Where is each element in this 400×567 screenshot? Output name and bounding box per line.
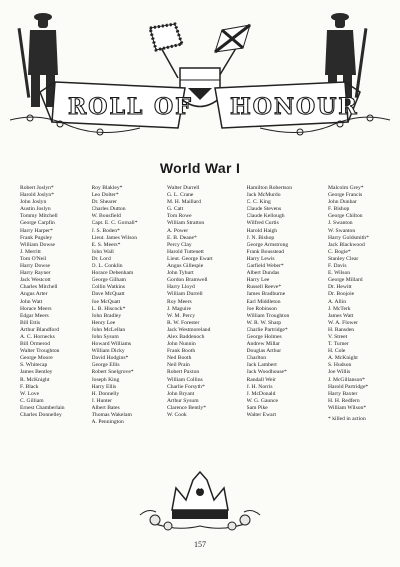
name-entry: L. B. Hiscock*: [91, 305, 126, 312]
name-entry: Harold Tuttenett: [167, 248, 204, 255]
name-entry: Jack Westmoreland: [167, 326, 211, 333]
name-entry: Joe McQuatt: [91, 298, 121, 305]
name-entry: David Hodgins*: [91, 355, 129, 362]
name-entry: Dave McQuatt: [91, 291, 125, 298]
name-entry: Claude Kellough: [246, 213, 285, 220]
name-entry: Joseph King: [91, 376, 120, 383]
name-entry: Russell Reeve*: [246, 284, 282, 291]
name-entry: Ernest Chamberlain: [20, 404, 65, 411]
name-entry: George Holmes: [246, 333, 282, 340]
name-entry: George Ellis: [91, 362, 120, 369]
name-entry: John Bryant: [167, 390, 195, 397]
name-entry: Charles Dutton: [91, 206, 126, 213]
name-entry: S. Whitecap: [20, 362, 48, 369]
name-entry: Albert Bates: [91, 404, 120, 411]
name-entry: Sam Pike: [246, 404, 268, 411]
name-entry: William Durrell: [167, 291, 203, 298]
name-entry: Harold Haigh: [246, 227, 278, 234]
name-entry: Ned Booth: [167, 355, 192, 362]
name-entry: Harry Dowse: [20, 263, 50, 270]
name-entry: W. Bousfield: [91, 213, 121, 220]
name-entry: George Carpfin: [20, 220, 55, 227]
name-entry: Jack Blackwood: [328, 241, 365, 248]
name-entry: Tom O'Neil: [20, 255, 47, 262]
name-entry: C. Bogie*: [328, 248, 351, 255]
names-list: [20, 185, 392, 475]
name-entry: J. Hunter: [91, 397, 113, 404]
name-entry: Charles Mitchell: [20, 284, 58, 291]
name-entry: H. Donnelly: [91, 390, 120, 397]
name-entry: Robert Joslyn*: [20, 185, 54, 191]
name-entry: Hamilton Robertson: [246, 185, 293, 191]
name-entry: Wilfred Curtis: [246, 220, 279, 227]
name-entry: Howard Williams: [91, 341, 132, 348]
name-entry: John Watt: [20, 298, 43, 305]
name-entry: Clarence Bently*: [167, 404, 206, 411]
name-entry: W. Cook: [167, 412, 187, 418]
name-entry: F. Black: [20, 383, 39, 390]
name-entry: Arthur Sysum: [167, 397, 199, 404]
banner-left-text: ROLL OF: [68, 94, 193, 120]
name-entry: J. Maguire: [167, 305, 191, 312]
name-entry: Lieut. James Wilson: [91, 234, 138, 241]
name-entry: Angus Arter: [20, 291, 48, 298]
name-entry: C. C. King: [246, 199, 271, 206]
name-entry: John Tyhurt: [167, 270, 194, 277]
name-entry: James Bentley: [20, 369, 53, 376]
name-entry: J. H. Norris: [246, 383, 273, 390]
name-entry: Dr. Hewitt: [328, 284, 352, 291]
name-entry: Alex Baddenoch: [167, 333, 205, 340]
name-entry: George Moore: [20, 355, 53, 362]
name-entry: R. W. Forester: [167, 319, 200, 326]
name-entry: Angus Gillespie: [167, 263, 204, 270]
name-entry: H. Cole: [328, 348, 346, 355]
name-entry: W. R. W. Sharp: [246, 319, 282, 326]
name-entry: F. Bishop: [328, 206, 350, 213]
name-entry: Tommy Mitchell: [20, 213, 58, 220]
name-entry: Robert Paxton: [167, 369, 200, 376]
name-entry: George Chilton: [328, 213, 363, 220]
name-entry: W. Swanton: [328, 227, 356, 234]
names-column-5: [328, 185, 392, 475]
name-entry: Dr. Shearer: [91, 199, 117, 206]
name-entry: J. McTerk: [328, 305, 351, 312]
name-entry: Walter Troughton: [20, 348, 60, 355]
name-entry: William Wilson*: [328, 404, 367, 411]
name-entry: John McLellan: [91, 326, 126, 333]
name-entry: W. G. Gaunce: [246, 397, 278, 404]
name-entry: Joe Robinson: [246, 305, 277, 312]
name-entry: George Francis: [328, 192, 363, 199]
name-entry: Harry Goldsmith*: [328, 234, 369, 241]
name-entry: Jack Westcott: [20, 277, 51, 284]
banner-right-text: HONOUR: [230, 94, 359, 120]
name-entry: Collin Watkins: [91, 284, 125, 291]
left-soldier-illustration: [18, 13, 58, 107]
name-entry: C. Gilliam: [20, 397, 44, 404]
name-entry: Harry Baxter: [328, 390, 358, 397]
name-entry: E. B. Deane*: [167, 234, 197, 241]
crown-icon: [172, 472, 228, 519]
name-entry: Garfield Weber*: [246, 263, 284, 270]
name-entry: William Troughton: [246, 312, 290, 319]
name-entry: Harold Partridge*: [328, 383, 369, 390]
name-entry: J. Swanton: [328, 220, 353, 227]
name-entry: Arthur Blandford: [20, 326, 59, 333]
name-entry: Charlie Partridge*: [246, 326, 288, 333]
name-entry: George Gilham: [91, 277, 127, 284]
left-banner: [40, 82, 193, 128]
name-entry: J. S. Boden*: [91, 227, 120, 234]
name-entry: Horace Meers: [20, 305, 52, 312]
name-entry: John Wall: [91, 248, 114, 255]
name-entry: J. McGillanson*: [328, 376, 365, 383]
names-column-4: [247, 185, 317, 475]
name-entry: Neil Prain: [167, 362, 190, 369]
name-entry: A. McKnight: [328, 355, 358, 362]
name-entry: Jack McMurdo: [246, 192, 281, 199]
name-entry: H. H. Redfern: [328, 397, 360, 404]
name-entry: Leo Dolter*: [91, 192, 119, 199]
name-entry: Percy Clay: [167, 241, 192, 248]
names-column-2: [92, 185, 156, 475]
name-entry: William Dicky: [91, 348, 125, 355]
name-entry: J. McDonald: [246, 390, 276, 397]
page-title: World War I: [159, 160, 241, 176]
name-entry: E. S. Meers*: [91, 241, 121, 248]
name-entry: O. L. Conklin: [91, 263, 123, 270]
name-entry: Walter Durrell: [167, 185, 200, 191]
name-entry: E. Wilson: [328, 270, 351, 277]
name-entry: W. M. Percy: [167, 312, 196, 319]
name-entry: Jack Lambert: [246, 362, 277, 369]
name-entry: Robert Snelgrove*: [91, 369, 134, 376]
name-entry: Dr. Lord: [91, 255, 111, 262]
footnote: * killed in action: [328, 416, 366, 422]
name-entry: A. Power: [167, 227, 189, 234]
page-number: 157: [194, 540, 206, 549]
name-entry: William Stratton: [167, 220, 205, 227]
name-entry: Tom Rowe: [167, 213, 192, 220]
name-entry: F. Davis: [328, 263, 347, 270]
name-entry: Bill Ormerod: [20, 341, 50, 348]
name-entry: Joe Willis: [328, 369, 351, 376]
name-entry: Frank Booth: [167, 348, 196, 355]
name-entry: Stanley Clear: [328, 255, 359, 262]
name-entry: Roy Meers: [167, 298, 192, 305]
roll-of-honour-header: [0, 0, 400, 150]
name-entry: James Watt: [328, 312, 354, 319]
name-entry: A. Pennington: [91, 419, 124, 426]
name-entry: H. Ransden: [328, 326, 355, 333]
name-entry: G. Catt: [167, 206, 184, 213]
name-entry: Edgar Meers: [20, 312, 49, 319]
name-entry: V. Street: [328, 333, 348, 340]
name-entry: Bill Ettis: [20, 319, 41, 326]
name-entry: S. Hudson: [328, 362, 352, 369]
name-entry: Harry Ellis: [91, 383, 117, 390]
name-entry: Gordon Bramwell: [167, 277, 208, 284]
name-entry: Charles Donnelley: [20, 412, 62, 418]
name-entry: John Dunbar: [328, 199, 357, 206]
name-entry: Malcolm Grey*: [328, 185, 364, 191]
name-entry: Harry Rayner: [20, 270, 51, 277]
names-column-3: [167, 185, 235, 475]
name-entry: George Armstrong: [246, 241, 289, 248]
name-entry: Jack Woodhouse*: [246, 369, 287, 376]
name-entry: James Bradburne: [246, 291, 286, 298]
name-entry: A. C. Hornecks: [20, 333, 55, 340]
name-entry: Frank Pugsley: [20, 234, 53, 241]
name-entry: John Nunnin: [167, 341, 196, 348]
name-entry: Frank Bousstead: [246, 248, 284, 255]
name-entry: Douglas Arthur: [246, 348, 282, 355]
name-entry: Thomas Wakelam: [91, 412, 132, 418]
name-entry: Charlton: [246, 355, 267, 362]
name-entry: Claude Stevens: [246, 206, 282, 213]
name-entry: Capt. E. C. Gornall*: [91, 220, 138, 227]
name-entry: J. N. Bishop: [246, 234, 275, 241]
name-entry: Harry Lee: [246, 277, 270, 284]
name-entry: Dr. Boojoie: [328, 291, 355, 298]
name-entry: Andrew Millar: [246, 341, 280, 348]
name-entry: John Bradley: [91, 312, 122, 319]
name-entry: M. H. Maillard: [167, 199, 201, 206]
name-entry: Harry Harper*: [20, 227, 53, 234]
name-entry: A. Allin: [328, 298, 347, 305]
name-entry: Earl Middleton: [246, 298, 281, 305]
name-entry: Harry Lloyd: [167, 284, 195, 291]
name-entry: R. McKnight: [20, 376, 50, 383]
name-entry: Charlie Forsyth*: [167, 383, 205, 390]
name-entry: Austin Joslyn: [20, 206, 51, 213]
name-entry: Harry Lewis: [246, 255, 275, 262]
name-entry: Randall Weir: [246, 376, 276, 383]
name-entry: Albert Dundas: [246, 270, 280, 277]
name-entry: John Sysum: [91, 333, 119, 340]
name-entry: Walter Ewart: [246, 412, 277, 418]
crown-ornament: [0, 470, 400, 540]
name-entry: J. Merritt: [20, 248, 41, 255]
name-entry: Lieut. George Ewart: [167, 255, 213, 262]
name-entry: Horace Debenham: [91, 270, 134, 277]
name-entry: Harold Joslyn*: [20, 192, 55, 199]
name-entry: William Dowse: [20, 241, 56, 248]
name-entry: William Collins: [167, 376, 203, 383]
name-entry: Roy Blakley*: [91, 185, 123, 191]
name-entry: T. Turner: [328, 341, 349, 348]
name-entry: G. L. Crane: [167, 192, 194, 199]
name-entry: John Joslyn: [20, 199, 47, 206]
name-entry: W. Love: [20, 390, 40, 397]
name-entry: George Millard: [328, 277, 363, 284]
names-column-1: [20, 185, 80, 475]
name-entry: W. A. Flower: [328, 319, 358, 326]
name-entry: Henry Lee: [91, 319, 116, 326]
